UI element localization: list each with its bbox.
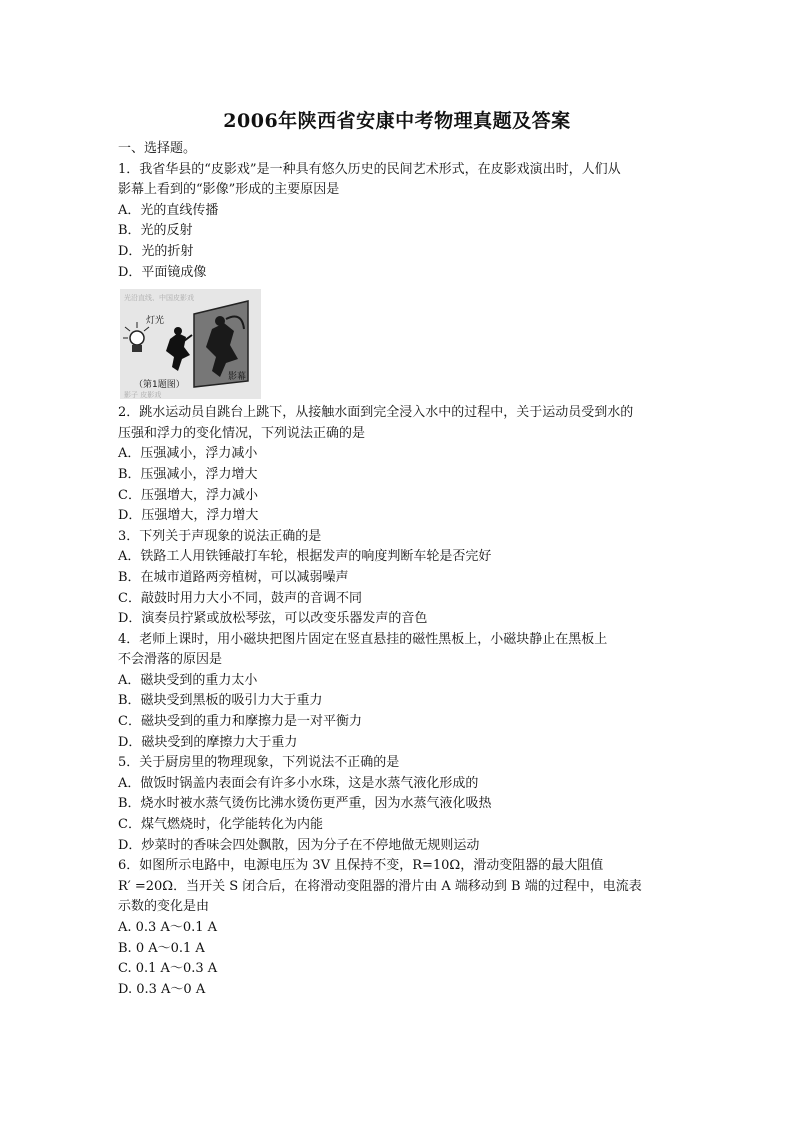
option-b: B．在城市道路两旁植树，可以减弱噪声 (118, 569, 349, 585)
question-stem: 2．跳水运动员自跳台上跳下，从接触水面到完全浸入水中的过程中，关于运动员受到水的 (118, 405, 634, 421)
option-d: D．演奏员拧紧或放松琴弦，可以改变乐器发声的音色 (118, 611, 428, 627)
question-stem: 影幕上看到的“影像”形成的主要原因是 (118, 182, 340, 198)
lamp-label: 灯光 (146, 316, 165, 327)
question-stem: 3．下列关于声现象的说法正确的是 (118, 528, 322, 544)
option-a: A．压强减小，浮力减小 (118, 446, 258, 462)
option-d: D．平面镜成像 (118, 264, 207, 280)
option-d: D．炒菜时的香味会四处飘散，因为分子在不停地做无规则运动 (118, 837, 480, 853)
option-d: D．磁块受到的摩擦力大于重力 (118, 734, 298, 750)
option-c: C．压强增大，浮力减小 (118, 487, 258, 503)
option-c: C．煤气燃烧时，化学能转化为内能 (118, 817, 323, 833)
document-title: 2006年陕西省安康中考物理真题及答案 (223, 110, 571, 132)
option-d: D．压强增大，浮力增大 (118, 508, 259, 524)
question-3 (118, 527, 688, 630)
option-c: C. 0.1 A～0.3 A (118, 961, 218, 977)
figure-caption: （第1题图） (134, 380, 185, 391)
option-b: B．压强减小，浮力增大 (118, 466, 258, 482)
question-4 (118, 630, 688, 754)
figure-bottom-text: 影子 皮影戏 (124, 391, 162, 400)
shadow-play-figure (120, 289, 261, 399)
option-a: A. 0.3 A～0.1 A (118, 920, 218, 935)
question-1 (118, 160, 688, 400)
option-c: C．磁块受到的重力和摩擦力是一对平衡力 (118, 714, 362, 730)
question-stem: 不会滑落的原因是 (118, 652, 223, 668)
question-5 (118, 753, 688, 856)
section-heading: 一、选择题。 (118, 141, 197, 156)
figure-top-text: 光沿直线、中国皮影戏 (124, 294, 194, 303)
option-b: B．烧水时被水蒸气烫伤比沸水烫伤更严重，因为水蒸气液化吸热 (118, 796, 492, 812)
question-2 (118, 403, 688, 527)
option-c: D．光的折射 (118, 243, 194, 259)
question-stem: 5．关于厨房里的物理现象，下列说法不正确的是 (118, 755, 400, 771)
option-d: D. 0.3 A～0 A (118, 981, 206, 997)
question-stem: R′ =20Ω．当开关 S 闭合后，在将滑动变阻器的滑片由 A 端移动到 B 端的过程中，电流表 (118, 878, 642, 894)
question-6 (118, 856, 688, 1000)
question-stem: 1．我省华县的“皮影戏”是一种具有悠久历史的民间艺术形式，在皮影戏演出时，人们从 (118, 161, 621, 177)
option-b: B．光的反射 (118, 223, 193, 239)
option-c: C．敲鼓时用力大小不同，鼓声的音调不同 (118, 590, 362, 606)
option-b: B. 0 A～0.1 A (118, 940, 205, 956)
option-b: B．磁块受到黑板的吸引力大于重力 (118, 693, 323, 709)
document-body (118, 139, 688, 1000)
option-a: A．铁路工人用铁锤敲打车轮，根据发声的响度判断车轮是否完好 (118, 549, 492, 565)
question-stem: 压强和浮力的变化情况，下列说法正确的是 (118, 425, 366, 441)
question-stem: 示数的变化是由 (118, 899, 210, 915)
option-a: A．光的直线传播 (118, 202, 219, 218)
question-stem: 6．如图所示电路中，电源电压为 3V 且保持不变，R=10Ω，滑动变阻器的最大阻值 (118, 858, 604, 874)
option-a: A．做饭时锅盖内表面会有许多小水珠，这是水蒸气液化形成的 (118, 775, 479, 791)
question-stem: 4．老师上课时，用小磁块把图片固定在竖直悬挂的磁性黑板上，小磁块静止在黑板上 (118, 631, 608, 647)
screen-label: 影幕 (228, 372, 247, 383)
option-a: A．磁块受到的重力太小 (118, 672, 258, 688)
